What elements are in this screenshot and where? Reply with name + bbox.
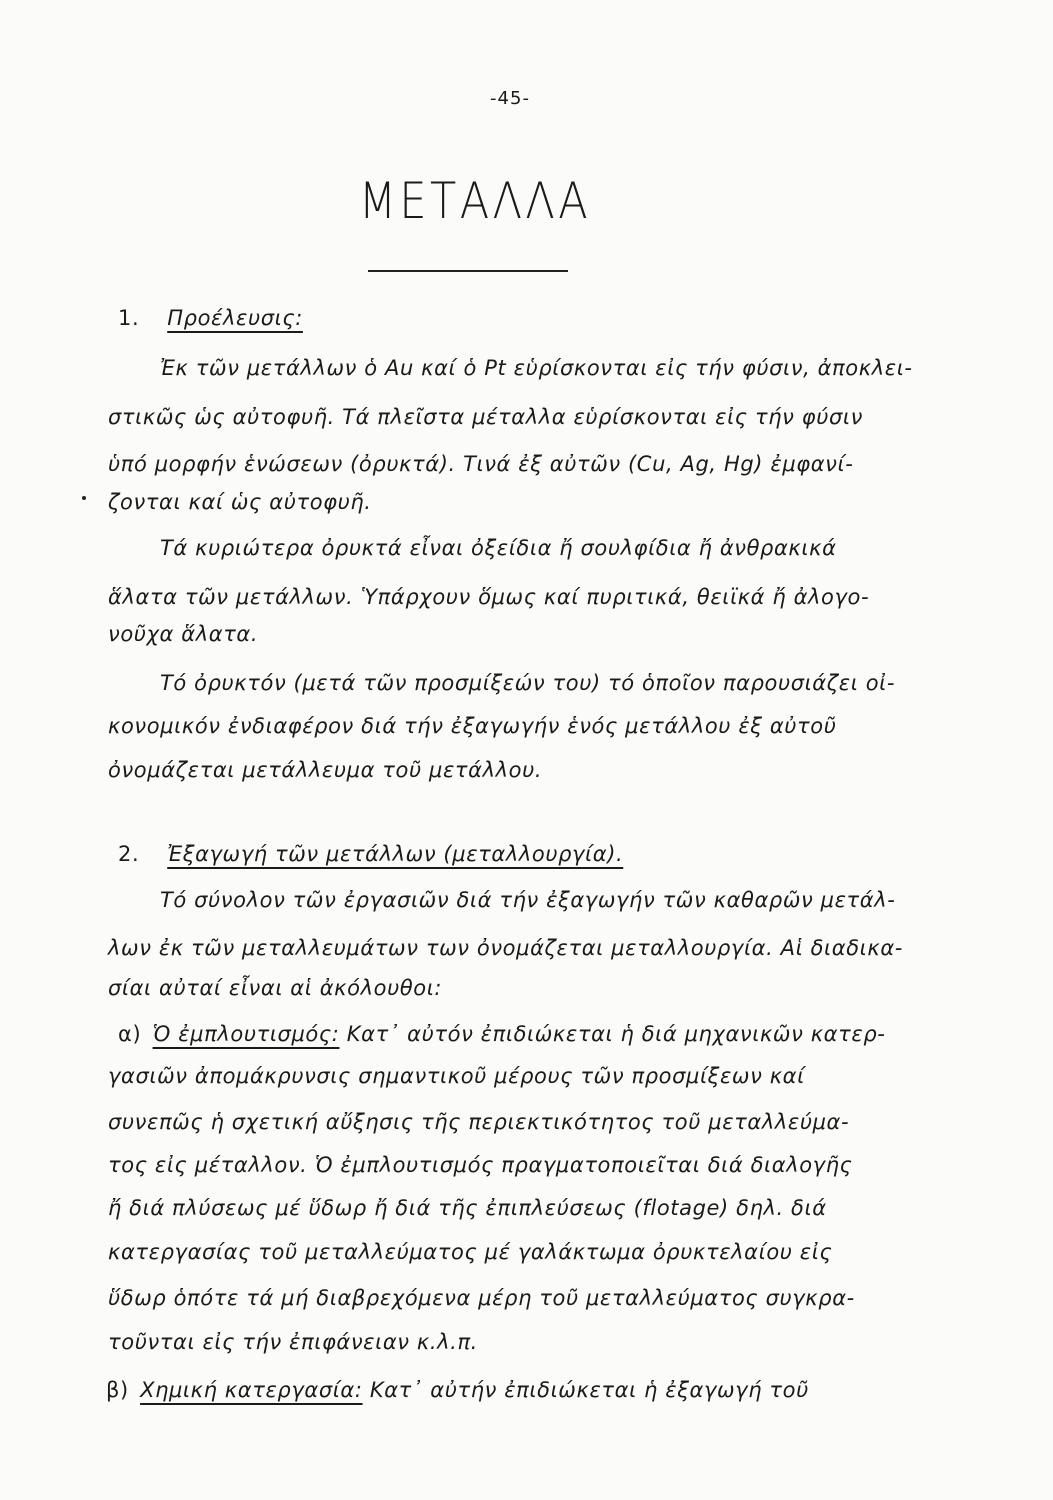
- list-item-text: Κατ᾽ αὐτόν ἐπιδιώκεται ἡ διά μηχανικῶν κατερ-: [346, 1022, 886, 1046]
- list-item-beta: [106, 1378, 809, 1402]
- section-1-line: ὑπό μορφήν ἑνώσεων (ὀρυκτά). Τινά ἐξ αὐτῶν (Cu, Ag, Hg) ἐμφανί-: [108, 452, 854, 476]
- section-1-line: Τά κυριώτερα ὀρυκτά εἶναι ὀξείδια ἤ σουλφίδια ἤ ἀνθρακικά: [160, 536, 837, 560]
- section-1-line: ὀνομάζεται μετάλλευμα τοῦ μετάλλου.: [108, 758, 543, 782]
- section-1-line: ἅλατα τῶν μετάλλων. Ὑπάρχουν ὅμως καί πυριτικά, θειϊκά ἤ ἀλογο-: [108, 585, 870, 609]
- list-item-alpha: [118, 1022, 885, 1046]
- section-1-line: Ἐκ τῶν μετάλλων ὁ Au καί ὁ Pt εὑρίσκονται εἰς τήν φύσιν, ἀποκλει-: [160, 356, 913, 380]
- section-1-line: στικῶς ὡς αὐτοφυῆ. Τά πλεῖστα μέταλλα εὑρίσκονται εἰς τήν φύσιν: [108, 405, 863, 429]
- title-underline: [368, 270, 568, 272]
- section-1-line: Τό ὀρυκτόν (μετά τῶν προσμίξεών του) τό ὁποῖον παρουσιάζει οἰ-: [160, 671, 896, 695]
- section-1-heading: [118, 306, 303, 330]
- list-item-label: β): [106, 1378, 129, 1402]
- page-title: ΜΕΤΑΛΛΑ: [358, 172, 592, 230]
- section-1-line: νοῦχα ἅλατα.: [108, 622, 259, 646]
- section-1-title: Προέλευσις:: [167, 306, 303, 330]
- section-2-line: λων ἐκ τῶν μεταλλευμάτων των ὀνομάζεται μεταλλουργία. Αἱ διαδικα-: [108, 936, 903, 960]
- list-item-line: κατεργασίας τοῦ μεταλλεύματος μέ γαλάκτωμα ὀρυκτελαίου εἰς: [108, 1240, 833, 1264]
- list-item-term: Ὁ ἐμπλουτισμός:: [152, 1022, 340, 1046]
- section-2-heading: [118, 842, 623, 866]
- section-1-line: ζονται καί ὡς αὐτοφυῆ.: [108, 490, 372, 514]
- section-1-line: κονομικόν ἐνδιαφέρον διά τήν ἐξαγωγήν ἑνός μετάλλου ἐξ αὐτοῦ: [108, 714, 837, 738]
- section-2-title: Ἐξαγωγή τῶν μετάλλων (μεταλλουργία).: [167, 842, 624, 866]
- list-item-line: ὕδωρ ὁπότε τά μή διαβρεχόμενα μέρη τοῦ μεταλλεύματος συγκρα-: [108, 1286, 855, 1310]
- list-item-line: γασιῶν ἀπομάκρυνσις σημαντικοῦ μέρους τῶν προσμίξεων καί: [108, 1064, 805, 1088]
- section-2-line: σίαι αὐταί εἶναι αἱ ἀκόλουθοι:: [108, 976, 443, 1000]
- list-item-line: συνεπῶς ἡ σχετική αὔξησις τῆς περιεκτικότητος τοῦ μεταλλεύμα-: [108, 1110, 850, 1134]
- section-1-number: 1.: [118, 306, 140, 330]
- list-item-line: ἤ διά πλύσεως μέ ὕδωρ ἤ διά τῆς ἐπιπλεύσεως (flotage) δηλ. διά: [108, 1196, 827, 1220]
- section-2-line: Τό σύνολον τῶν ἐργασιῶν διά τήν ἐξαγωγήν τῶν καθαρῶν μετάλ-: [160, 888, 896, 912]
- section-2-number: 2.: [118, 842, 140, 866]
- list-item-line: τος εἰς μέταλλον. Ὁ ἐμπλουτισμός πραγματοποιεῖται διά διαλογῆς: [108, 1153, 853, 1177]
- list-item-label: α): [118, 1022, 142, 1046]
- list-item-line: τοῦνται εἰς τήν ἐπιφάνειαν κ.λ.π.: [108, 1330, 478, 1354]
- list-item-term: Χημική κατεργασία:: [140, 1378, 363, 1402]
- page-number: -45-: [490, 88, 530, 109]
- list-item-text: Κατ᾽ αὐτήν ἐπιδιώκεται ἡ ἐξαγωγή τοῦ: [369, 1378, 809, 1402]
- ink-speck: [82, 496, 86, 500]
